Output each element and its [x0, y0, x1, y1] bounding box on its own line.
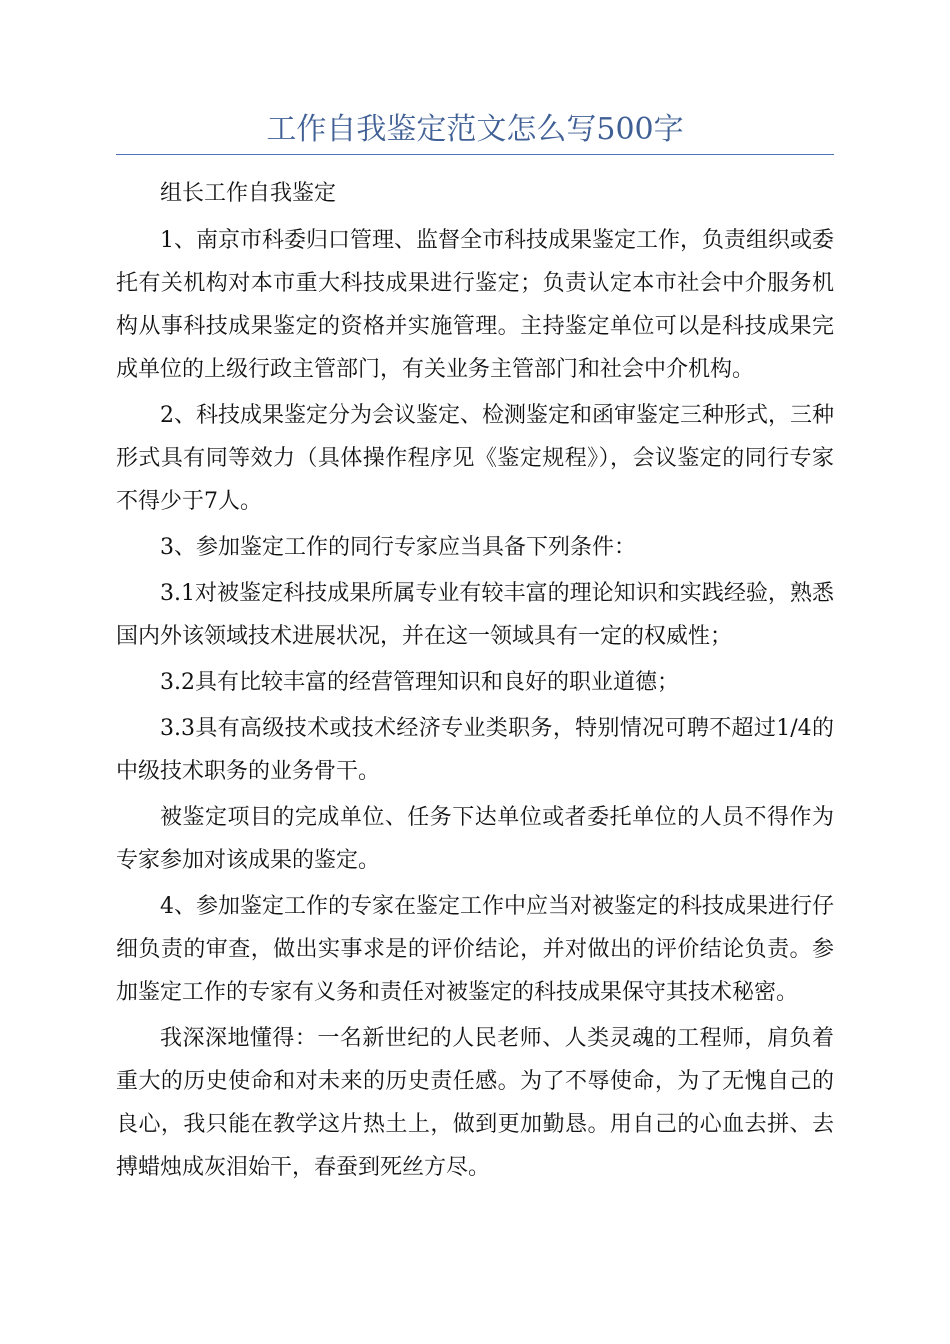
paragraph-3-1: 3.1对被鉴定科技成果所属专业有较丰富的理论知识和实践经验，熟悉国内外该领域技术进展状况，并在这一领域具有一定的权威性； [116, 581, 834, 649]
paragraph-2: 2、科技成果鉴定分为会议鉴定、检测鉴定和函审鉴定三种形式，三种形式具有同等效力（具体操作程序见《鉴定规程》），会议鉴定的同行专家不得少于7人。 [116, 403, 834, 514]
paragraph-3-2: 3.2具有比较丰富的经营管理知识和良好的职业道德； [160, 670, 679, 695]
paragraph-heading: 组长工作自我鉴定 [160, 181, 337, 206]
paragraph-3: 3、参加鉴定工作的同行专家应当具备下列条件： [160, 535, 636, 560]
paragraph-4: 4、参加鉴定工作的专家在鉴定工作中应当对被鉴定的科技成果进行仔细负责的审查，做出实事求是的评价结论，并对做出的评价结论负责。参加鉴定工作的专家有义务和责任对被鉴定的科技成果保守其技术秘密。 [116, 894, 834, 1005]
title-underline [116, 154, 834, 155]
paragraph-exclusion: 被鉴定项目的完成单位、任务下达单位或者委托单位的人员不得作为专家参加对该成果的鉴定。 [116, 805, 834, 873]
paragraph-1: 1、南京市科委归口管理、监督全市科技成果鉴定工作，负责组织或委托有关机构对本市重大科技成果进行鉴定；负责认定本市社会中介服务机构从事科技成果鉴定的资格并实施管理。主持鉴定单位可以是科技成果完成单位的上级行政主管部门，有关业务主管部门和社会中介机构。 [116, 228, 834, 382]
paragraph-3-3: 3.3具有高级技术或技术经济专业类职务，特别情况可聘不超过1/4的中级技术职务的业务骨干。 [116, 716, 834, 784]
document-body [116, 172, 834, 1189]
paragraph-closing: 我深深地懂得：一名新世纪的人民老师、人类灵魂的工程师，肩负着重大的历史使命和对未来的历史责任感。为了不辱使命，为了无愧自己的良心，我只能在教学这片热土上，做到更加勤恳。用自己的心血去拼、去搏蜡烛成灰泪始干，春蚕到死丝方尽。 [116, 1026, 834, 1180]
document-title: 工作自我鉴定范文怎么写500字 [266, 112, 684, 147]
